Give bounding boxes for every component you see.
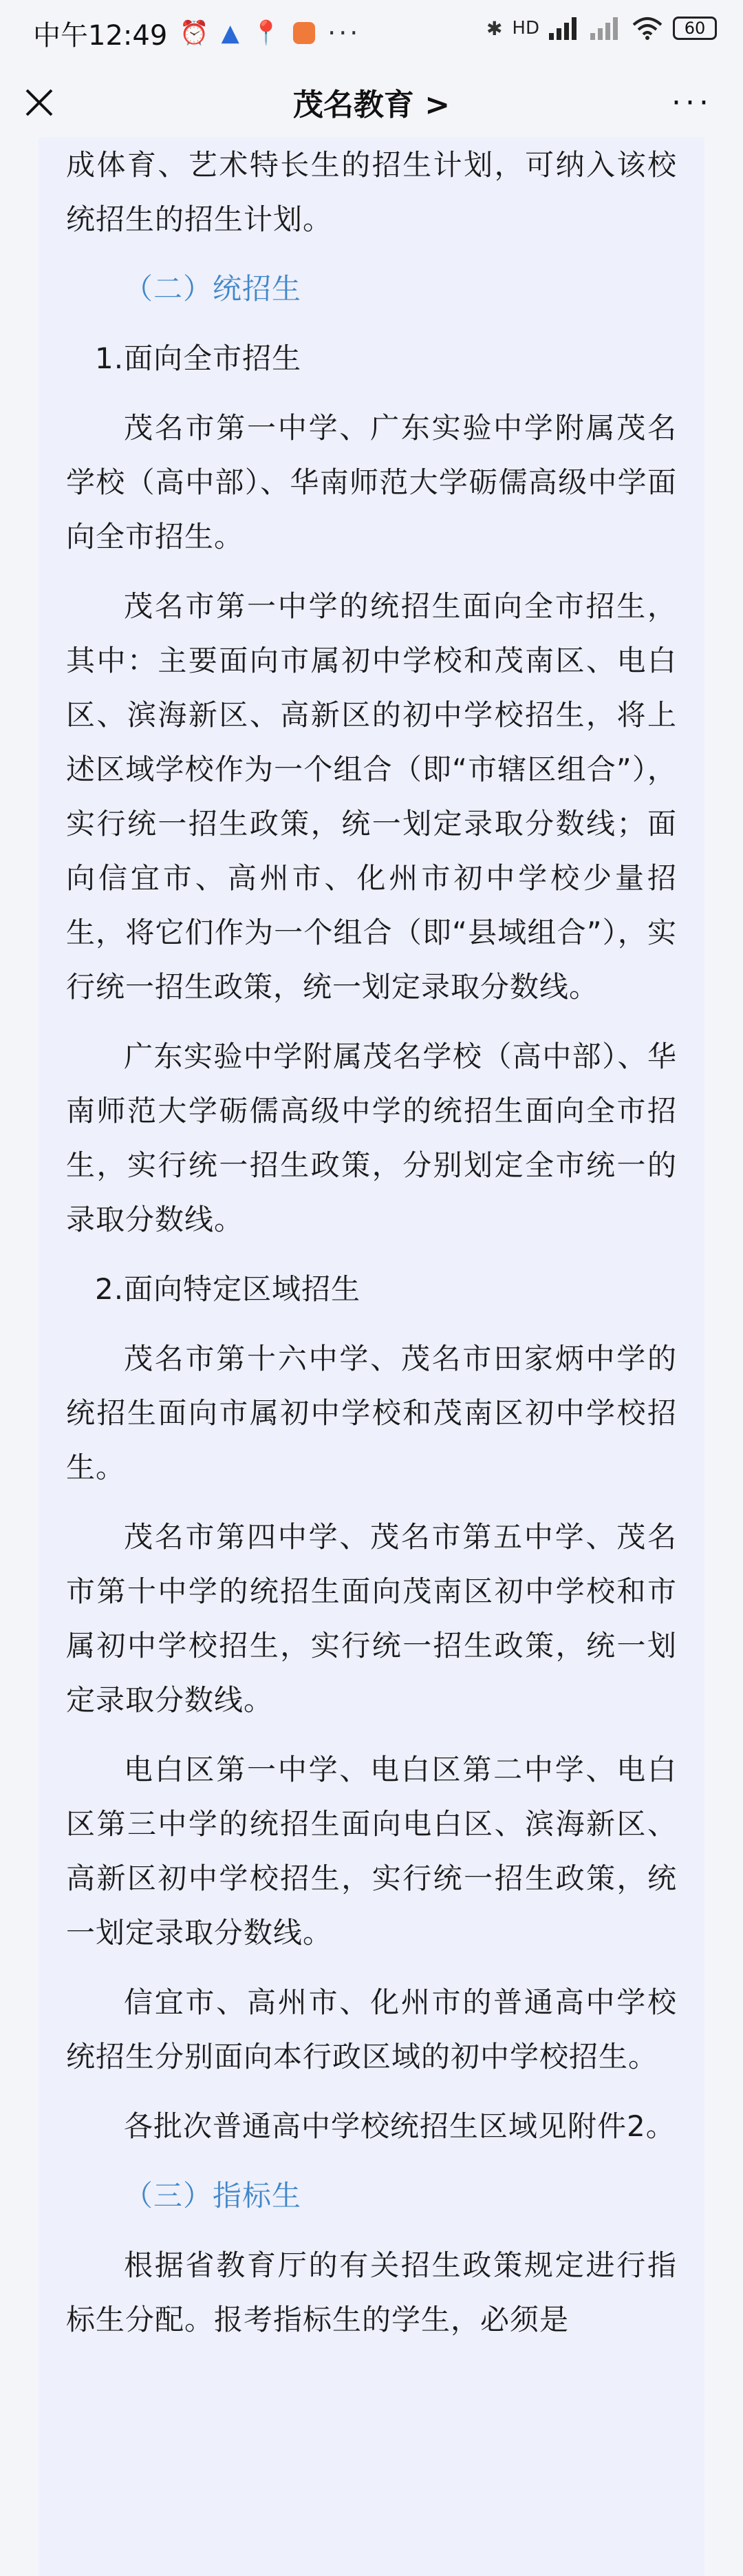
account-title-link[interactable]: 茂名教育 > bbox=[292, 87, 451, 123]
battery-level: 60 bbox=[684, 19, 706, 38]
more-options-button[interactable]: ··· bbox=[671, 85, 713, 120]
close-button[interactable] bbox=[21, 84, 58, 121]
shopping-app-icon bbox=[293, 22, 315, 44]
status-time: 中午12:49 bbox=[33, 19, 168, 52]
signal-icon bbox=[549, 17, 581, 40]
location-pin-icon: 📍 bbox=[251, 19, 281, 47]
section-heading-admission: （二）统招生 bbox=[124, 272, 302, 306]
article-paragraph: 茂名市第一中学的统招生面向全市招生，其中：主要面向市属初中学校和茂南区、电白区、滨海新区、高新区的初中学校招生，将上述区域学校作为一个组合（即“市辖区组合”），实行统一招生政策，统一划定录取分数线；面向信宜市、高州市、化州市初中学校少量招生，将它们作为一个组合（即“县域组合”），实行统一招生政策，统一划定录取分数线。 bbox=[66, 589, 677, 1004]
close-icon bbox=[24, 87, 54, 118]
article-paragraph: 电白区第一中学、电白区第二中学、电白区第三中学的统招生面向电白区、滨海新区、高新区初中学校招生，实行统一招生政策，统一划定录取分数线。 bbox=[66, 1753, 677, 1950]
article-content[interactable] bbox=[39, 138, 704, 2576]
subsection-heading: 1.面向全市招生 bbox=[95, 341, 302, 375]
article-paragraph: 各批次普通高中学校统招生区域见附件2。 bbox=[124, 2109, 676, 2143]
article-paragraph: 茂名市第十六中学、茂名市田家炳中学的统招生面向市属初中学校和茂南区初中学校招生。 bbox=[66, 1342, 677, 1484]
article-paragraph: 根据省教育厅的有关招生政策规定进行指标生分配。报考指标生的学生，必须是 bbox=[66, 2248, 677, 2336]
network-type-label: HD bbox=[512, 18, 539, 39]
app-notification-icon: ▲ bbox=[221, 19, 239, 47]
more-notifications-icon: ··· bbox=[327, 18, 361, 48]
nav-bar bbox=[0, 66, 743, 138]
article-paragraph: 茂名市第四中学、茂名市第五中学、茂名市第十中学的统招生面向茂南区初中学校和市属初中学校招生，实行统一招生政策，统一划定录取分数线。 bbox=[66, 1520, 677, 1717]
article-paragraph: 成体育、艺术特长生的招生计划，可纳入该校统招生的招生计划。 bbox=[66, 148, 677, 236]
wifi-icon bbox=[632, 17, 663, 40]
status-left bbox=[33, 14, 360, 53]
status-right bbox=[486, 17, 717, 40]
battery-indicator bbox=[673, 17, 717, 40]
subsection-heading: 2.面向特定区域招生 bbox=[95, 1272, 361, 1306]
section-heading-quota: （三）指标生 bbox=[124, 2179, 302, 2213]
alarm-icon: ⏰ bbox=[180, 19, 209, 47]
article-paragraph: 信宜市、高州市、化州市的普通高中学校统招生分别面向本行政区域的初中学校招生。 bbox=[66, 1985, 677, 2073]
bluetooth-icon: ✱ bbox=[486, 17, 503, 40]
signal-secondary-icon bbox=[590, 17, 622, 40]
article-paragraph: 广东实验中学附属茂名学校（高中部）、华南师范大学砺儒高级中学的统招生面向全市招生，实行统一招生政策，分别划定全市统一的录取分数线。 bbox=[66, 1039, 677, 1236]
status-bar bbox=[0, 0, 743, 66]
article-paragraph: 茂名市第一中学、广东实验中学附属茂名学校（高中部）、华南师范大学砺儒高级中学面向全市招生。 bbox=[66, 411, 677, 553]
